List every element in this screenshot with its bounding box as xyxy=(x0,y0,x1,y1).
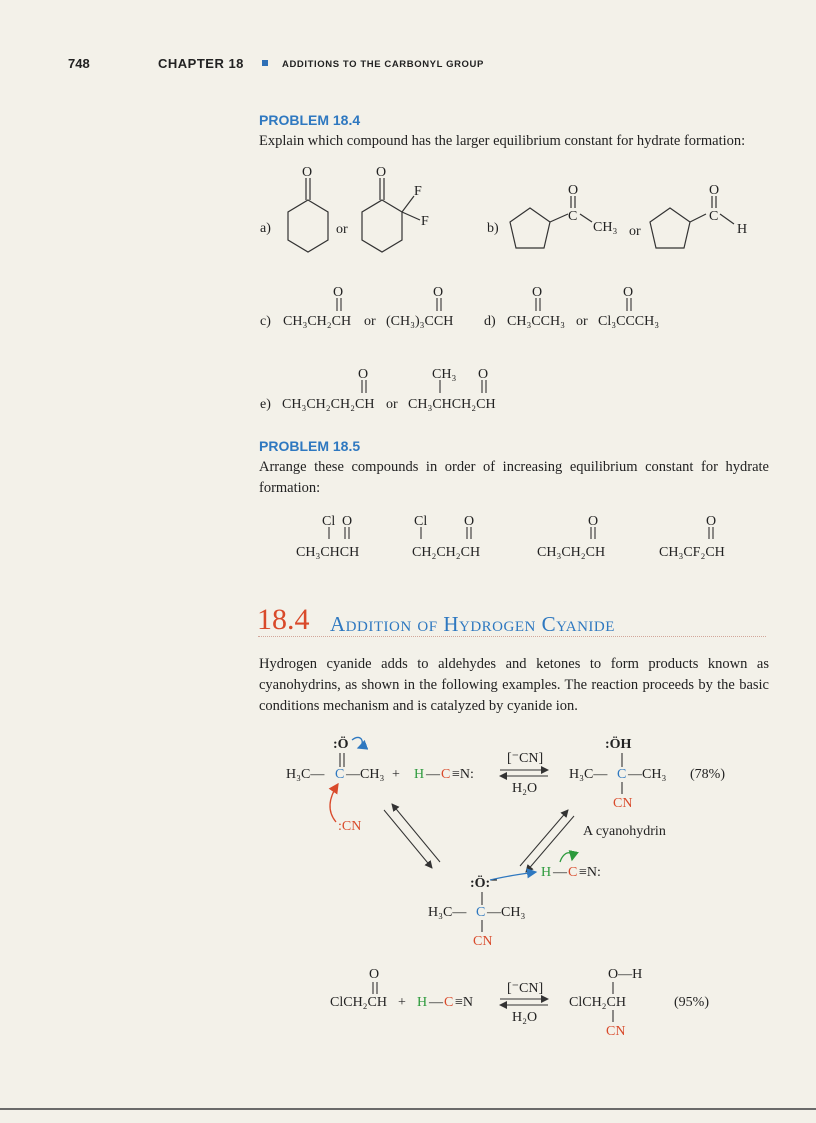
carbon-label: C xyxy=(444,995,454,1010)
carbon-label: C xyxy=(476,905,486,920)
bond-label: — xyxy=(429,995,443,1010)
forward-arrow xyxy=(520,810,568,866)
oxygen-label: O xyxy=(464,514,475,529)
triple-bond-nitrogen: ≡N: xyxy=(452,767,474,782)
section-title: Addition of Hydrogen Cyanide xyxy=(330,612,615,636)
hydrogen-label: H xyxy=(737,222,748,237)
cyclohexanone-structure xyxy=(288,178,328,252)
butanal-formula: CH₃CH₂CH₂CH xyxy=(282,397,375,412)
methyl-label: H₃C— xyxy=(286,767,325,782)
label-b: b) xyxy=(487,221,499,236)
lone-pair-oxygen-label: :Ö xyxy=(333,737,349,752)
propanal-formula: CH₃CH₂CH xyxy=(283,314,352,329)
plus-sign: + xyxy=(398,995,406,1010)
cyanohydrin-label: A cyanohydrin xyxy=(583,824,666,839)
cyclopentanecarbaldehyde-structure xyxy=(650,196,734,248)
acetone-reactant xyxy=(286,735,384,782)
chlorine-label: Cl xyxy=(414,514,428,529)
fluorine-label: F xyxy=(414,184,422,199)
label-a: a) xyxy=(260,221,271,236)
catalyst-label: [⁻CN] xyxy=(507,751,544,766)
reverse-arrow xyxy=(392,804,440,862)
oxygen-label: O xyxy=(568,183,579,198)
label-d: d) xyxy=(484,314,496,329)
nitrile-label: CN xyxy=(613,796,633,811)
oxygen-label: O xyxy=(369,967,380,982)
acetone-formula: CH₃CCH₃ xyxy=(507,314,565,329)
reverse-arrow xyxy=(526,816,574,872)
problem-18-4-text: Explain which compound has the larger equilibrium constant for hydrate formation: xyxy=(259,133,746,149)
problem-18-5-text: Arrange these compounds in order of increasing equilibrium constant for hydrate formation: xyxy=(259,459,769,496)
nitrile-label: CN xyxy=(606,1024,626,1039)
electron-arrow xyxy=(352,737,362,748)
chloroacetaldehyde-formula: ClCH₂CH xyxy=(330,995,388,1010)
oxygen-label: O xyxy=(532,285,543,300)
section-body: Hydrogen cyanide adds to aldehydes and ketones to form products known as cyanohydrins, as shown in the following examples. The reaction proceeds by the basic conditions mechanism and is catalyzed by cyanide ion. xyxy=(259,656,769,714)
hydroxyl-label: O—H xyxy=(608,967,643,982)
cyanide-ion-label: :CN xyxy=(338,819,362,834)
oxygen-label: O xyxy=(376,165,387,180)
methyl-label: —CH₃ xyxy=(346,767,385,782)
or-b: or xyxy=(629,224,641,239)
carbon-label: C xyxy=(441,767,451,782)
chapter-label: CHAPTER 18 xyxy=(158,56,244,71)
methyl-label: H₃C— xyxy=(569,767,608,782)
electron-arrow xyxy=(560,853,572,862)
carbonyl-carbon-label: C xyxy=(335,767,345,782)
section-number: 18.4 xyxy=(257,603,310,636)
oxygen-label: O xyxy=(478,367,489,382)
chapter-title: ADDITIONS TO THE CARBONYL GROUP xyxy=(282,59,484,70)
trichloroacetone-formula: Cl₃CCCH₃ xyxy=(598,314,660,329)
solvent-label: H₂O xyxy=(512,781,538,796)
or-e: or xyxy=(386,397,398,412)
methyl-branch-label: CH₃ xyxy=(432,367,457,382)
alkoxide-oxygen-label: :Ö:⁻ xyxy=(470,876,498,891)
fluorine-label: F xyxy=(421,214,429,229)
compound-1-formula: CH₃CHCH xyxy=(296,545,360,560)
hydroxyl-label: :ÖH xyxy=(605,737,632,752)
compound-4-formula: CH₃CF₂CH xyxy=(659,545,725,560)
label-c: c) xyxy=(260,314,271,329)
bond-label: — xyxy=(553,865,567,880)
carbonyl-bond-marks xyxy=(337,298,631,311)
bond-marks xyxy=(329,527,713,539)
or-c: or xyxy=(364,314,376,329)
label-e: e) xyxy=(260,397,271,412)
plus-sign: + xyxy=(392,767,400,782)
oxygen-label: O xyxy=(588,514,599,529)
bond-label: — xyxy=(426,767,440,782)
methyl-label: CH₃ xyxy=(593,220,618,235)
hydrogen-label: H xyxy=(414,767,425,782)
or-a: or xyxy=(336,222,348,237)
oxygen-label: O xyxy=(358,367,369,382)
hydrogen-label: H xyxy=(541,865,552,880)
oxygen-label: O xyxy=(433,285,444,300)
problem-18-5-title: PROBLEM 18.5 xyxy=(259,438,361,454)
compound-3-formula: CH₃CH₂CH xyxy=(537,545,606,560)
carbon-label: C xyxy=(568,209,578,224)
yield-2: (95%) xyxy=(674,995,709,1010)
electron-arrow xyxy=(330,784,338,822)
cyanohydrin-formula: ClCH₂CH xyxy=(569,995,627,1010)
triple-bond-nitrogen: ≡N: xyxy=(579,865,601,880)
oxygen-label: O xyxy=(623,285,634,300)
difluorocyclohexanone-structure xyxy=(362,178,420,252)
forward-arrow xyxy=(384,810,432,868)
carbon-label: C xyxy=(617,767,627,782)
pivalaldehyde-formula: (CH₃)₃CCH xyxy=(386,314,454,329)
hydrogen-label: H xyxy=(417,995,428,1010)
or-d: or xyxy=(576,314,588,329)
oxygen-label: O xyxy=(333,285,344,300)
oxygen-label: O xyxy=(342,514,353,529)
methyl-label: —CH₃ xyxy=(487,905,526,920)
oxygen-label: O xyxy=(709,183,720,198)
methyl-label: H₃C— xyxy=(428,905,467,920)
problem-18-4-title: PROBLEM 18.4 xyxy=(259,112,361,128)
oxygen-label: O xyxy=(302,165,313,180)
methylbutanal-formula: CH₃CHCH₂CH xyxy=(408,397,496,412)
triple-bond-nitrogen: ≡N xyxy=(455,995,474,1010)
methyl-label: —CH₃ xyxy=(628,767,667,782)
catalyst-label: [⁻CN] xyxy=(507,981,544,996)
solvent-label: H₂O xyxy=(512,1010,538,1025)
nitrile-label: CN xyxy=(473,934,493,949)
cyclopentyl-methyl-ketone-structure xyxy=(510,196,592,248)
oxygen-label: O xyxy=(706,514,717,529)
chlorine-label: Cl xyxy=(322,514,336,529)
yield-1: (78%) xyxy=(690,767,725,782)
carbon-label: C xyxy=(568,865,578,880)
page-number: 748 xyxy=(68,56,90,71)
carbon-label: C xyxy=(709,209,719,224)
compound-2-formula: CH₂CH₂CH xyxy=(412,545,481,560)
carbonyl-bond-marks xyxy=(362,380,486,393)
